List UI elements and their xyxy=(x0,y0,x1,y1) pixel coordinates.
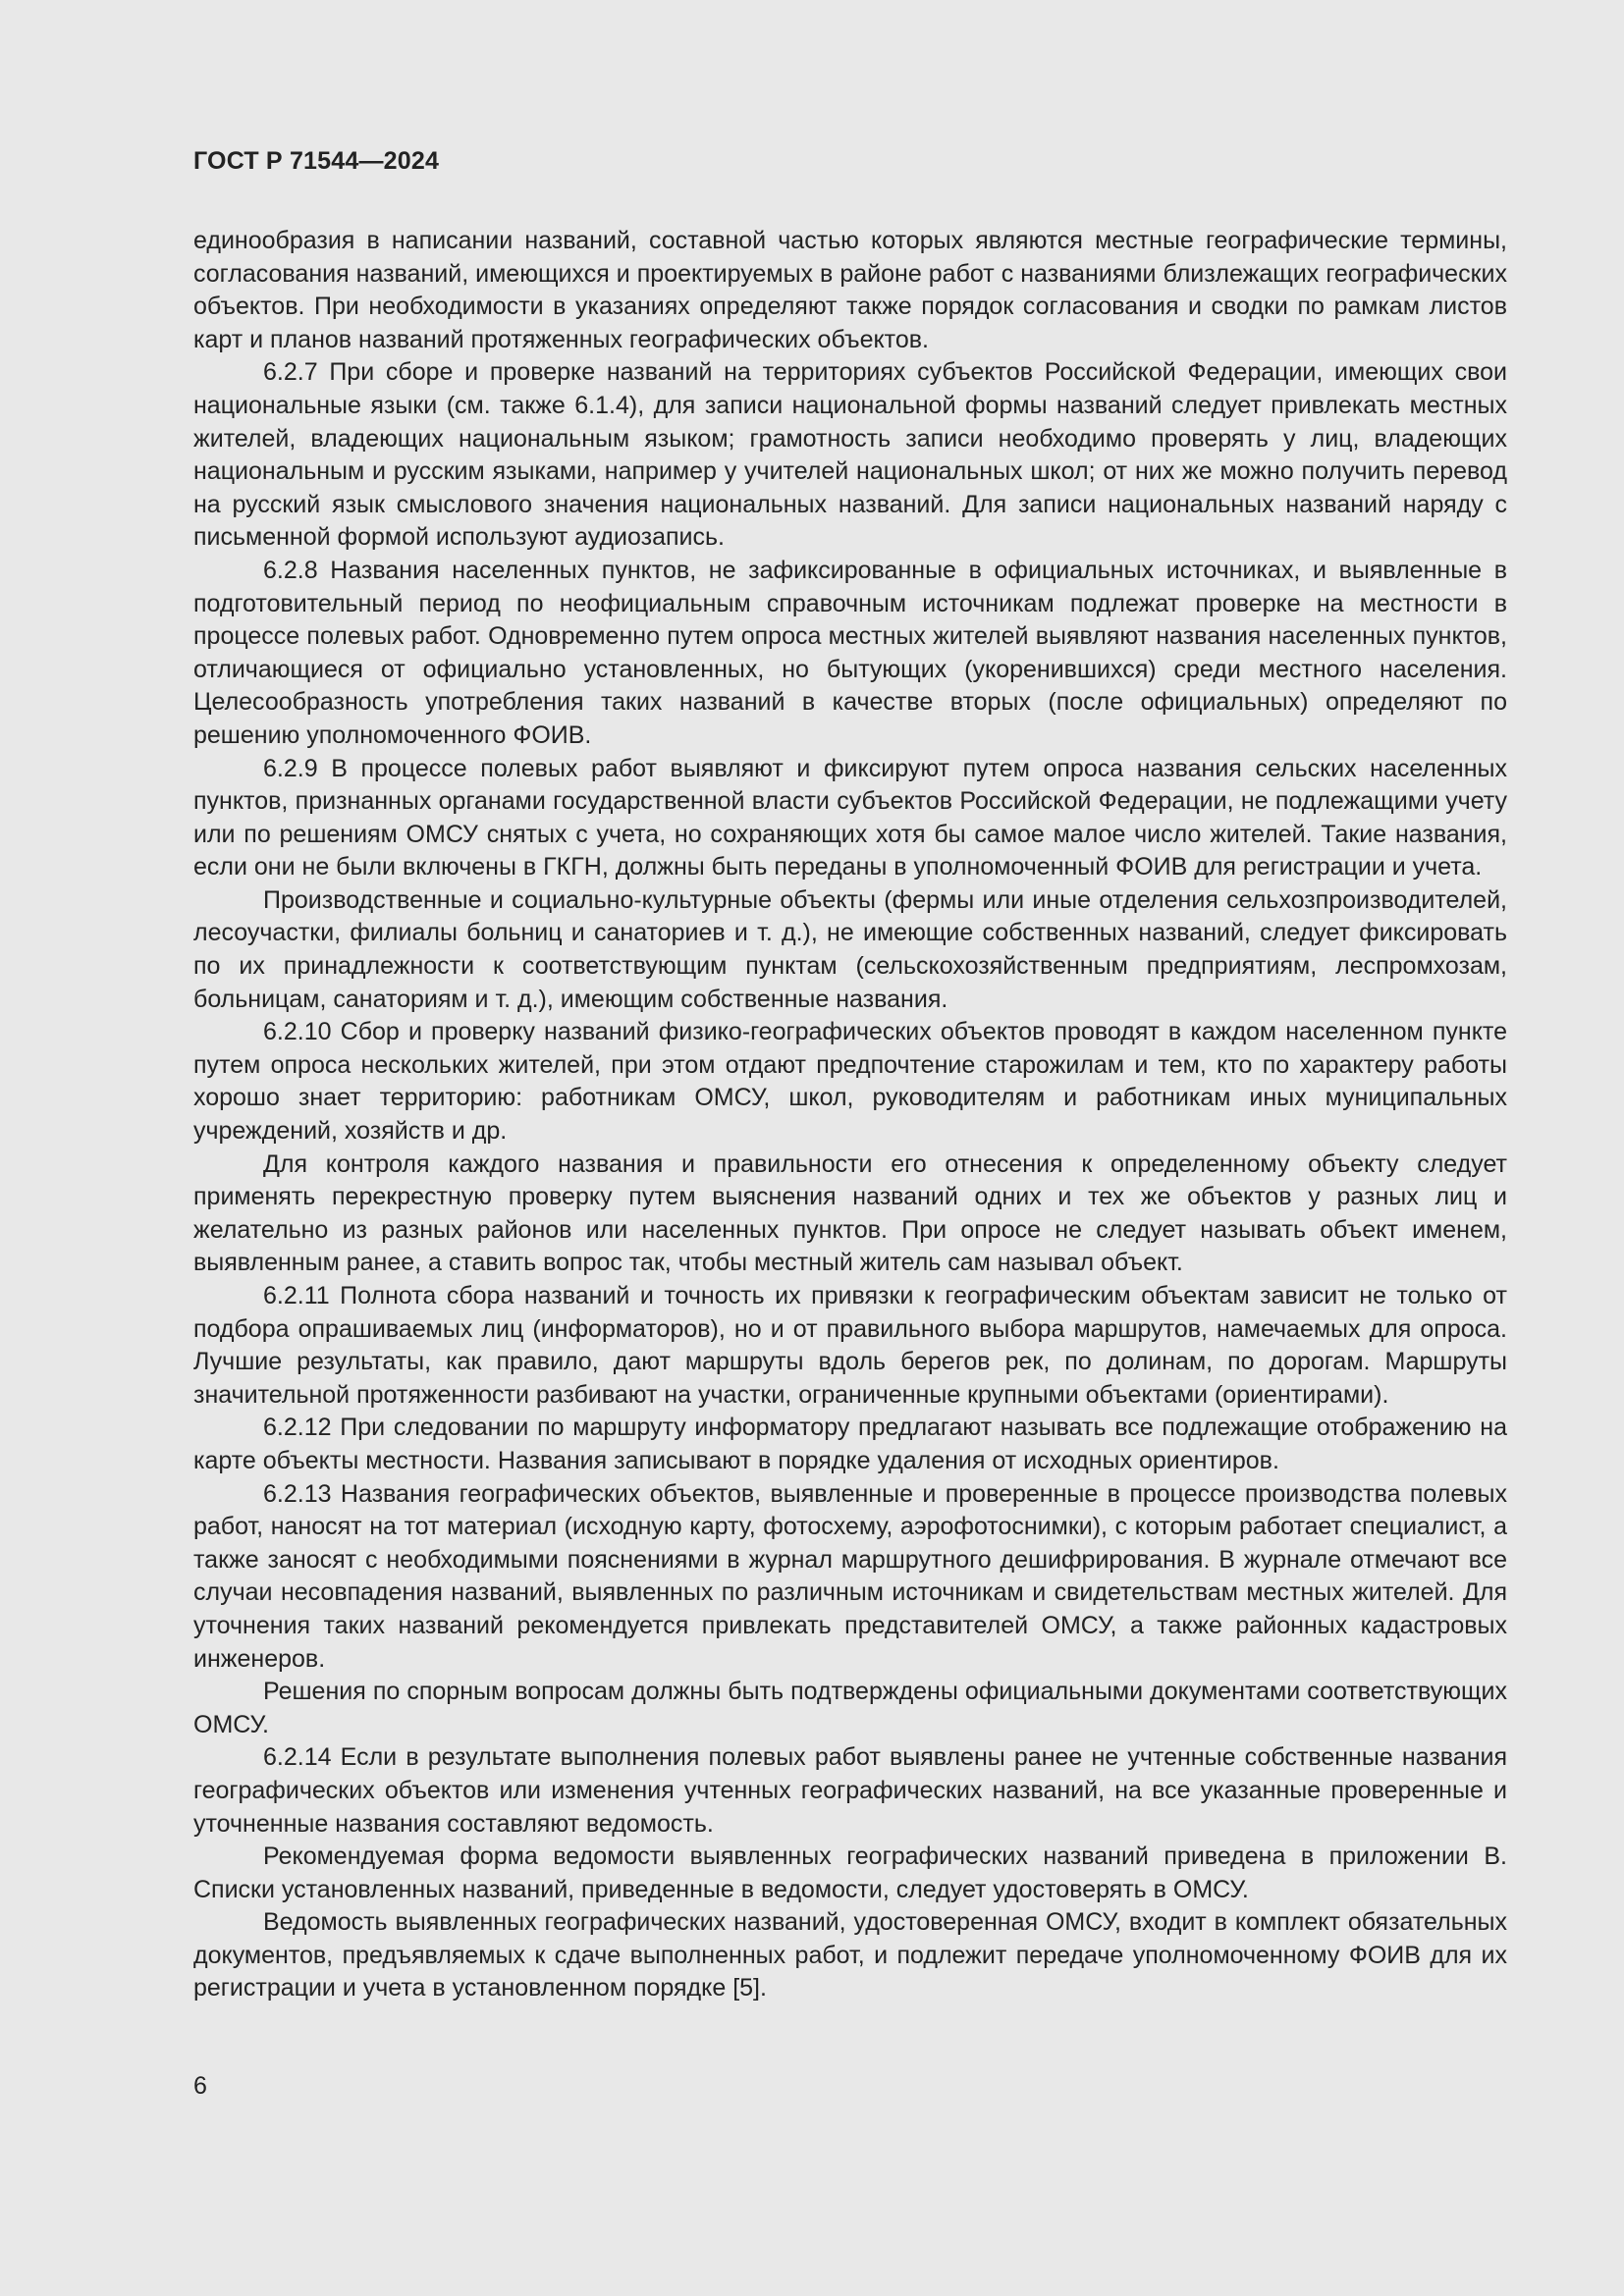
paragraph-6-2-10: 6.2.10 Сбор и проверку названий физико-географических объектов проводят в каждом населенном пункте путем опроса нескольких жителей, при этом отдают предпочтение старожилам и тем, кто по характеру работы хорошо знает территорию: работникам ОМСУ, школ, руководителям и работникам иных муниципальных учреждений, хозяйств и др. xyxy=(193,1018,1507,1146)
paragraph-6-2-13: 6.2.13 Названия географических объектов, выявленные и проверенные в процессе производства полевых работ, наносят на тот материал (исходную карту, фотосхему, аэрофотоснимки), с которым работает специалист, а также заносят с необходимыми пояснениями в журнал маршрутного дешифрирования. В журнале отмечают все случаи несовпадения названий, выявленных по различным источникам и свидетельствам местных жителей. Для уточнения таких названий рекомендуется привлекать представителей ОМСУ, а также районных кадастровых инженеров. xyxy=(193,1479,1507,1673)
paragraph-cross-check: Для контроля каждого названия и правильности его отнесения к определенному объекту следует применять перекрестную проверку путем выяснения названий одних и тех же объектов у разных лиц и желательно из разных районов или населенных пунктов. При опросе не следует называть объект именем, выявленным ранее, а ставить вопрос так, чтобы местный житель сам называл объект. xyxy=(193,1149,1507,1277)
document-body xyxy=(193,225,1507,2005)
paragraph-continuation: единообразия в написании названий, составной частью которых являются местные географические термины, согласования названий, имеющихся и проектируемых в районе работ с названиями близлежащих географических объектов. При необходимости в указаниях определяют также порядок согласования и сводки по рамкам листов карт и планов названий протяженных географических объектов. xyxy=(193,227,1507,353)
paragraph-6-2-9: 6.2.9 В процессе полевых работ выявляют и фиксируют путем опроса названия сельских населенных пунктов, признанных органами государственной власти субъектов Российской Федерации, не подлежащими учету или по решениям ОМСУ снятых с учета, но сохраняющих хотя бы самое малое число жителей. Такие названия, если они не были включены в ГКГН, должны быть переданы в уполномоченный ФОИВ для регистрации и учета. xyxy=(193,754,1507,881)
paragraph-6-2-11: 6.2.11 Полнота сбора названий и точность их привязки к географическим объектам зависит не только от подбора опрашиваемых лиц (информаторов), но и от правильного выбора маршрутов, намечаемых для опроса. Лучшие результаты, как правило, дают маршруты вдоль берегов рек, по долинам, по дорогам. Маршруты значительной протяженности разбивают на участки, ограниченные крупными объектами (ориентирами). xyxy=(193,1282,1507,1409)
paragraph-production-objects: Производственные и социально-культурные объекты (фермы или иные отделения сельхозпроизводителей, лесоучастки, филиалы больниц и санаториев и т. д.), не имеющие собственных названий, следует фиксировать по их принадлежности к соответствующим пунктам (сельскохозяйственным предприятиям, леспромхозам, больницам, санаториям и т. д.), имеющим собственные названия. xyxy=(193,885,1507,1013)
paragraph-6-2-14: 6.2.14 Если в результате выполнения полевых работ выявлены ранее не учтенные собственные названия географических объектов или изменения учтенных географических названий, на все указанные проверенные и уточненные названия составляют ведомость. xyxy=(193,1743,1507,1838)
paragraph-6-2-8: 6.2.8 Названия населенных пунктов, не зафиксированные в официальных источниках, и выявленные в подготовительный период по неофициальным справочным источникам подлежат проверке на местности в процессе полевых работ. Одновременно путем опроса местных жителей выявляют названия населенных пунктов, отличающиеся от официально установленных, но бытующих (укоренившихся) среди местного населения. Целесообразность употребления таких названий в качестве вторых (после официальных) определяют по решению уполномоченного ФОИВ. xyxy=(193,556,1507,749)
paragraph-6-2-7: 6.2.7 При сборе и проверке названий на территориях субъектов Российской Федерации, имеющих свои национальные языки (см. также 6.1.4), для записи национальной формы названий следует привлекать местных жителей, владеющих национальным языком; грамотность записи необходимо проверять у лиц, владеющих национальным и русским языками, например у учителей национальных школ; от них же можно получить перевод на русский язык смыслового значения национальных названий. Для записи национальных названий наряду с письменной формой используют аудиозапись. xyxy=(193,358,1507,552)
paragraph-6-2-12: 6.2.12 При следовании по маршруту информатору предлагают называть все подлежащие отображению на карте объекты местности. Названия записывают в порядке удаления от исходных ориентиров. xyxy=(193,1414,1507,1474)
document-header: ГОСТ Р 71544—2024 xyxy=(193,147,440,175)
paragraph-recommended-form: Рекомендуемая форма ведомости выявленных географических названий приведена в приложении В. Списки установленных названий, приведенные в ведомости, следует удостоверять в ОМСУ. xyxy=(193,1842,1507,1903)
paragraph-statement-submission: Ведомость выявленных географических названий, удостоверенная ОМСУ, входит в комплект обязательных документов, предъявляемых к сдаче выполненных работ, и подлежит передаче уполномоченному ФОИВ для их регистрации и учета в установленном порядке [5]. xyxy=(193,1908,1507,2002)
paragraph-disputes: Решения по спорным вопросам должны быть подтверждены официальными документами соответствующих ОМСУ. xyxy=(193,1678,1507,1738)
page-number: 6 xyxy=(193,2072,207,2100)
